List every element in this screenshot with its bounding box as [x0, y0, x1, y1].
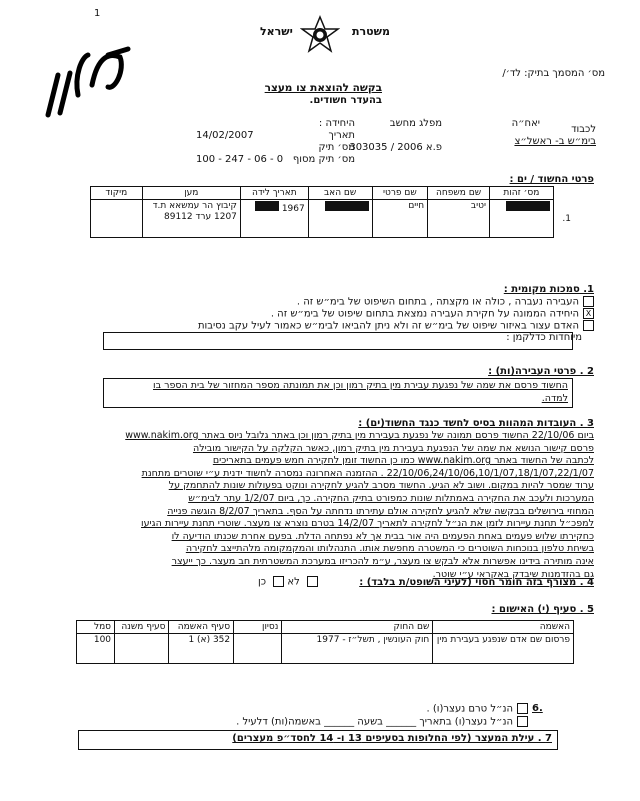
facts-line: פרסם קישור הנושא את שמה של הנפגעת בעבירת מין בתיק רמון, כאשר הקלקה על הקישור מובילה [192, 442, 594, 454]
section3-title: 3 . העובדות המהוות בסיס לחשד כנגד החשוד(ים) : [358, 418, 594, 429]
checkbox-investigating-unit[interactable]: X [583, 308, 594, 319]
last-name-cell: יטיב [428, 200, 490, 238]
facts-paragraph [54, 430, 594, 581]
offense-details-line2: למדה. [541, 393, 568, 404]
facts-line: בשיחת טלפון בנוכחות השוטרים כי המשטרה מחפשת אותו. התנהלותו והמקמקומה מלהתייצב לחקירה [185, 543, 594, 555]
checkbox-arrested[interactable] [517, 716, 528, 727]
section2-title: 2 . פרטי העבירה(ות) : [488, 366, 594, 377]
suspects-section-title: פרטי החשוד / ים : [509, 174, 594, 185]
col-attempt: נסיון [234, 621, 282, 634]
section5-title: 5 . סעיף (י) האישום : [491, 604, 594, 615]
not-arrested-text: הנ״ל טרם נעצר(ו) . [426, 703, 513, 715]
id-cell [489, 200, 553, 238]
arrested-text: הנ״ל נעצר(ו) בתאריך ______ בשעה ______ באשמה(ות) דלעיל . [236, 716, 513, 728]
offense-details-line1: החשוד פרסם את שמה של נפגעת עבירת מין בתיק רמון וכן את תמונתה מספר המחזור של בית הספר בו [152, 380, 568, 391]
facts-line: כחקירתו שלוש פעמים באחת הפעמים היה אור בבית אך לא נפתחה הדלת. בפעם אחרת שכנתו הודיעה לו [171, 530, 594, 542]
section1-option1 [297, 296, 594, 308]
facts-line: למפכ״ל תחנת עיירות לזמן את הנ״ל לחקירה לתאריך 14/2/07 בטרם נוצרא צו מעצר. שוטרי תחנת עיירות הגיעו [141, 518, 594, 530]
org-name-left: משטרת [352, 25, 390, 38]
classified-material-options [258, 576, 318, 588]
unit-value: מפלג מחשב [389, 118, 442, 129]
redaction-bar [255, 201, 279, 211]
row-num-header [553, 187, 574, 200]
subclause-cell [115, 634, 169, 664]
section1-option3 [198, 320, 594, 332]
option3-text: האדם עצור באיזור שיפוט של בימ״ש זה ולא ניתן להביאו לבימ״ש כאמור לעיל עקב נסיבות [197, 320, 579, 332]
date-label: תאריך [328, 130, 355, 141]
unit-label: היחידה : [318, 118, 355, 129]
unit-extra: יאח״ה [511, 118, 540, 129]
charge-cell: פרסום שם אדם שנפגע בעבירת מין [433, 634, 574, 664]
facts-line: אינה מותירה בידינו אפשרות אלא לבקש צו מעצר, ע״מ להכריזו במערכת המשטרתית חב מעצר. כך ייעצר [171, 555, 594, 567]
col-father-name: שם האב [308, 187, 372, 200]
addressee-to: לכבוד [571, 124, 596, 135]
suspects-table [90, 186, 574, 238]
col-first-name: שם פרטי [372, 187, 428, 200]
charges-table [76, 620, 574, 664]
facts-line: 22/10/06,24/10/06,10/1/07,18/1/07,22/1/07 . ההזמנה האחרונה נמסרה לחשוד ידנית ע״י שוטרים מתחנת [141, 467, 594, 479]
police-emblem-icon [300, 15, 340, 55]
law-name-cell: חוק העונשין , תשל״ז - 1977 [282, 634, 433, 664]
col-subclause: סעיף משנה [115, 621, 169, 634]
option1-text: העבירה נעברה , כולה או מקצתה , בתחום השיפוט של בימ״ש זה . [296, 296, 579, 308]
section6-option2 [236, 716, 528, 728]
section1-option3b: מיוחדות כדלקמן : [506, 332, 582, 343]
code-cell: 100 [77, 634, 115, 664]
terminal-case-value: 100 - 247 - 06 - 0 [196, 154, 284, 165]
addressee-court: בימ״ש ב- ראשל״צ [514, 136, 596, 147]
handwritten-note [30, 35, 140, 129]
document-title: בקשה להוצאת צו מעצר [264, 82, 382, 94]
section6-number: 6. [532, 703, 543, 714]
zip-cell [91, 200, 143, 238]
facts-line: ערוד שמסר להיות במקום. ושוב לא הגיע. החשוד מסרב להגיע לחקירה ונוקט בפעולות שונות להתחמק על [168, 480, 594, 492]
birth-year: 1967 [281, 204, 305, 214]
birth-date-cell [240, 200, 308, 238]
page-number: 1 [94, 8, 101, 19]
address-cell: קיבוץ הר עמשאא ת.ד 1207 ערד 89112 [142, 200, 240, 238]
facts-line: ביום 22/10/06 החשוד פרסם תמונה של נפגעת בעבירת מין בתיק רמון וכן באתר גלובל ניוס באתר www.nakim.org [125, 430, 594, 441]
suspects-table-header [91, 187, 575, 200]
checkbox-detained-area[interactable] [583, 320, 594, 331]
checkbox-no[interactable] [273, 576, 284, 587]
attempt-cell [234, 634, 282, 664]
charges-table-header [77, 621, 574, 634]
section7-title: 7 . עילת המעצר (לפי החלופות בסעיפים 13 ו- 14 לחסד״פ מעצרים) [232, 733, 552, 744]
col-code: סמל [77, 621, 115, 634]
col-zip: מיקוד [91, 187, 143, 200]
section1-option2 [271, 308, 594, 320]
facts-line: המערכות ולעכב את החקירה באמתלות שונות כמפורט בתיק החקירה. כך, ביום 1/2/07 עתר לבימ״ש [188, 492, 594, 504]
special-circumstances-box[interactable] [103, 332, 573, 350]
col-birth-date: תאריך לידה [240, 187, 308, 200]
first-name-cell: חיים [372, 200, 428, 238]
section6-option1 [426, 703, 528, 715]
row-number: 1. [562, 213, 571, 224]
col-charge-clause: סעיף האשמה [169, 621, 234, 634]
father-name-cell [308, 200, 372, 238]
document-subtitle: בהעדר חשודים. [309, 95, 382, 106]
charge-clause-cell: 352 (א) 1 [169, 634, 234, 664]
org-name-right: ישראל [260, 25, 293, 38]
col-id: מס׳ זהות [489, 187, 553, 200]
option-no-label: לא [287, 576, 300, 588]
checkbox-yes[interactable] [307, 576, 318, 587]
checkbox-not-arrested[interactable] [517, 703, 528, 714]
table-row [77, 634, 574, 664]
date-value: 14/02/2007 [196, 130, 254, 141]
redaction-bar [506, 201, 550, 211]
table-row [91, 200, 575, 238]
facts-line: המחוזי בירושלים בבקשה שלא להגיע לחקירה אולם עתירתו נדחתה על הסף. בתאריך 8/2/07 הוגשה פנייה [167, 505, 594, 517]
section4-title: 4 . מצורף בזה חומר חסוי (לעיני השופט/ת בלבד) : [359, 577, 594, 588]
case-label: מס׳ תיק [318, 142, 355, 153]
document-case-number-label: מס׳ המסמך בתיק: לד׳/ [502, 68, 605, 79]
checkbox-territory[interactable] [583, 296, 594, 307]
facts-line: לכתבה של החשוד באתר www.nakim.org כמו כן החשוד זומן לחקירה חמש פעמים בתאריכים [212, 455, 594, 467]
terminal-case-label: מס׳ תיק מסוף [292, 154, 355, 165]
col-law-name: שם החוק [282, 621, 433, 634]
facts-line: גם בהזדמנות שיבדק באקראי ע״י שוטר. [432, 568, 594, 580]
col-last-name: שם משפחה [428, 187, 490, 200]
option2-text: היחידה הממונה על חקירת העבירה נמצאת בתחום שיפוט של בימ״ש זה . [270, 308, 579, 320]
col-charge: האשמה [433, 621, 574, 634]
col-address: מען [142, 187, 240, 200]
option-yes-label: כן [258, 576, 267, 588]
case-value: פ.א 2006 / 303035 [349, 142, 442, 153]
redaction-bar [325, 201, 369, 211]
section1-title: 1. סמכות מקומית : [503, 284, 594, 295]
